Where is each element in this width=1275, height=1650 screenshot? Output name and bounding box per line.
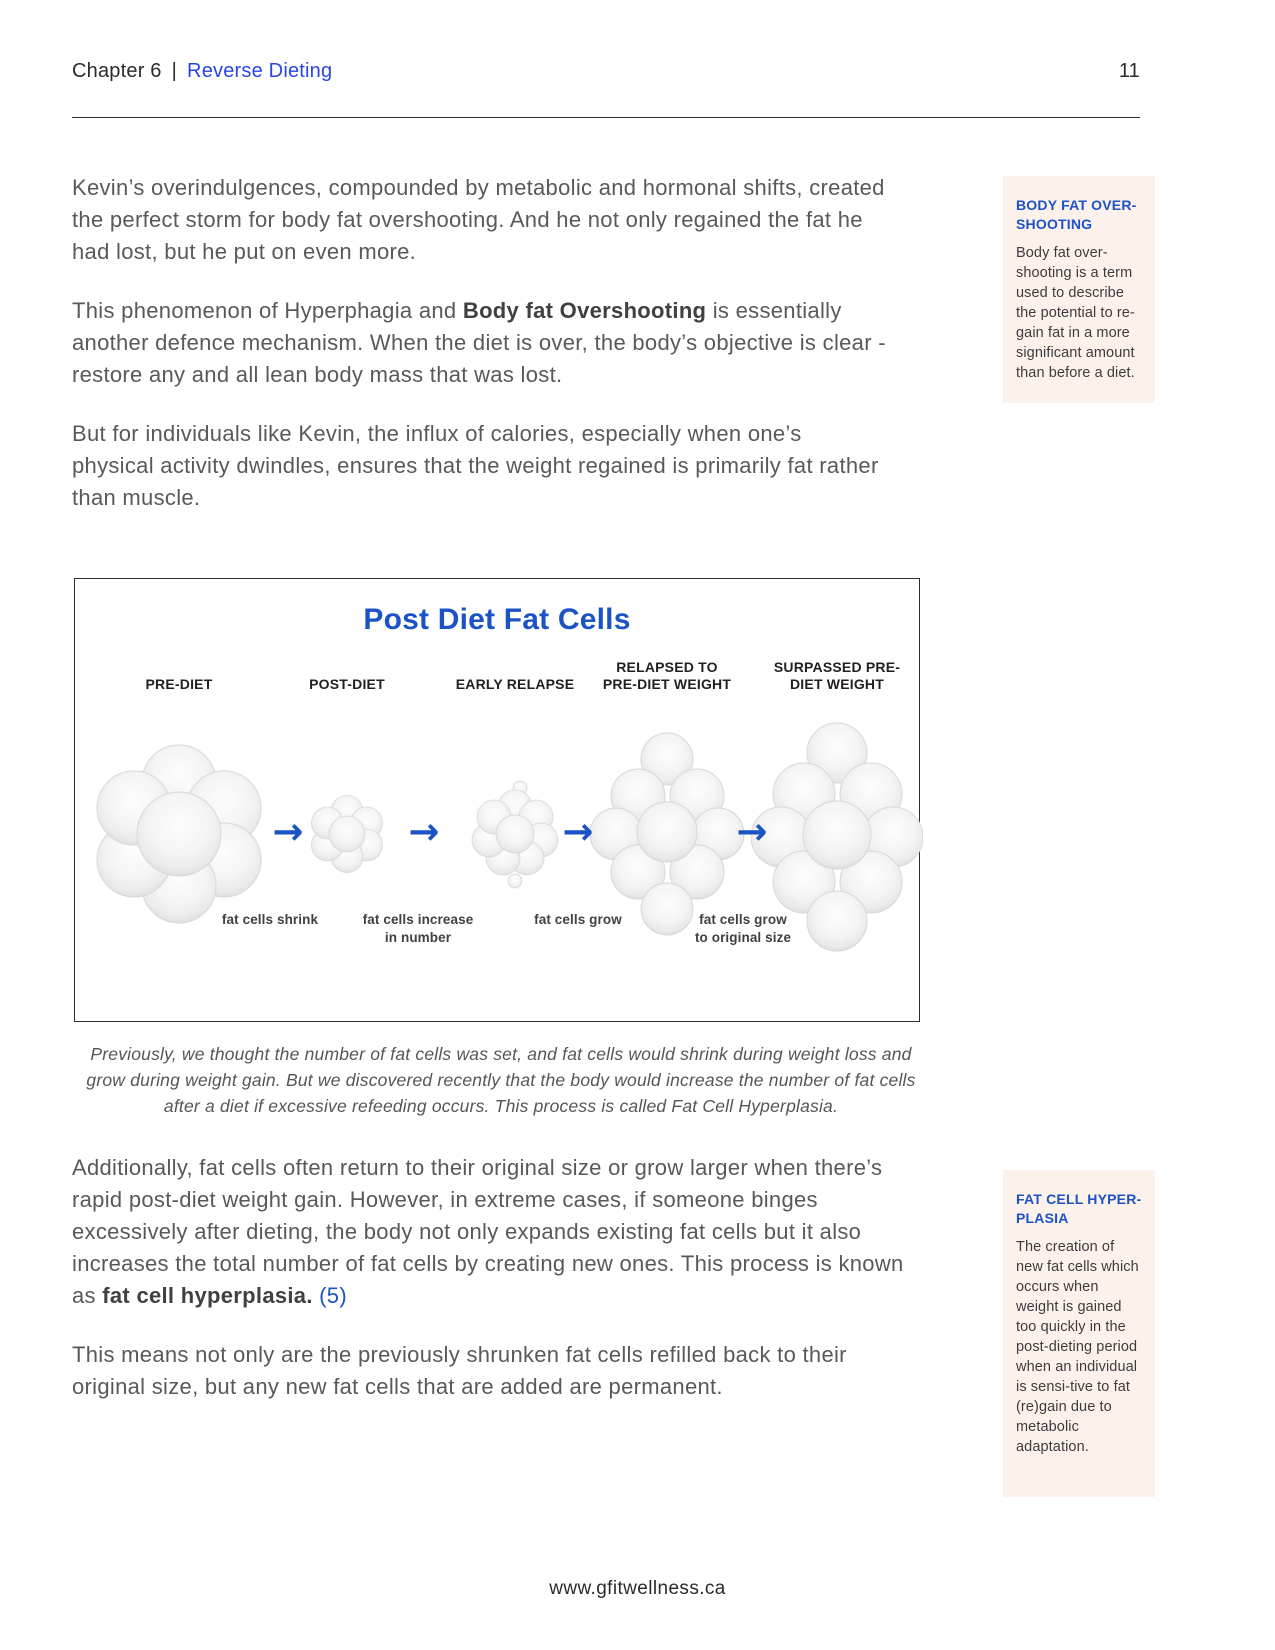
figure-title: Post Diet Fat Cells — [363, 603, 631, 636]
figure-caption: Previously, we thought the number of fat cells was set, and fat cells would shrink during weight loss and grow during weight gain. But we discovered recently that the body would increase the number of fat cells after a diet if excessive refeeding occurs. This process is called Fat Cell Hyperplasia. — [86, 1044, 916, 1116]
page-footer — [0, 1578, 1275, 1600]
paragraph-overshooting-text-cont: is essentially another defence mechanism. When the diet is over, the body’s objective is clear - restore any and all lean body mass that was lost. — [72, 298, 886, 387]
arrow-right-icon: → — [408, 810, 440, 853]
bold-term-body-fat-overshooting: Body fat Overshooting — [462, 298, 707, 323]
reference-5-link[interactable]: (5) — [319, 1283, 347, 1308]
paragraph-hyperplasia — [72, 1152, 907, 1312]
fat-cell-cluster-relapsed — [589, 728, 745, 940]
paragraph-overindulgences: Kevin’s overindulgences, compounded by metabolic and hormonal shifts, created the perfect storm for body fat overshooting. And he not only regained the fat he had lost, but he put on even more. — [72, 175, 885, 264]
paragraph-overshooting-text: This phenomenon of Hyperphagia and — [72, 298, 463, 323]
header-separator: | — [171, 60, 178, 82]
transition-label-increase: fat cells increase in number — [362, 912, 474, 945]
stage-label-relapsed: RELAPSED TO PRE-DIET WEIGHT — [602, 659, 732, 692]
callout-body-fat-overshooting — [1003, 176, 1155, 403]
stage-label-early-relapse: EARLY RELAPSE — [455, 676, 575, 692]
callout-body: Body fat over-shooting is a term used to describe the potential to re-gain fat in a more significant amount than before a diet. — [1016, 245, 1135, 381]
stage-label-pre-diet: PRE-DIET — [145, 676, 213, 692]
fat-cell-cluster-early-relapse — [463, 779, 567, 889]
callout-title: BODY FAT OVER-SHOOTING — [1016, 197, 1137, 232]
paragraph-permanent-cells: This means not only are the previously shrunken fat cells refilled back to their original size, but any new fat cells that are added are permanent. — [72, 1342, 847, 1399]
bold-term-fat-cell-hyperplasia: fat cell hyperplasia. — [102, 1283, 313, 1308]
paragraph-hyperplasia-text: Additionally, fat cells often return to their original size or grow larger when there’s rapid post-diet weight gain. However, in extreme cases, if someone binges excessively after dieting, the body not only expands existing fat cells but it also increases the total number of fat cells by creating new ones. This process is known as — [72, 1155, 904, 1308]
page-number: 11 — [1118, 60, 1140, 82]
paragraph-influx-calories: But for individuals like Kevin, the influx of calories, especially when one’s physical activity dwindles, ensures that the weight regained is primarily fat rather than muscle. — [72, 421, 879, 510]
main-text-column — [72, 172, 887, 541]
header-divider — [72, 117, 1140, 118]
breadcrumb — [72, 60, 332, 83]
arrow-right-icon: → — [736, 810, 768, 853]
callout-title: FAT CELL HYPER-PLASIA — [1016, 1191, 1142, 1226]
arrow-right-icon: → — [272, 810, 304, 853]
transition-label-grow-original: fat cells grow to original size — [694, 912, 792, 945]
website-link[interactable]: www.gfitwellness.ca — [549, 1578, 726, 1599]
callout-body: The creation of new fat cells which occurs when weight is gained too quickly in the post-dieting period when an individual is sensi-tive to fat (re)gain due to metabolic adaptation. — [1016, 1239, 1139, 1455]
section-title-link[interactable]: Reverse Dieting — [187, 60, 333, 82]
page-header — [72, 60, 1140, 83]
post-diet-fat-cells-figure — [74, 578, 920, 1022]
callout-fat-cell-hyperplasia — [1003, 1170, 1155, 1497]
lower-text-column — [72, 1152, 907, 1430]
chapter-label: Chapter 6 — [72, 60, 162, 82]
fat-cell-cluster-pre-diet — [89, 744, 269, 924]
stage-label-post-diet: POST-DIET — [309, 676, 385, 692]
fat-cell-cluster-post-diet — [307, 794, 387, 874]
arrow-right-icon: → — [562, 810, 594, 853]
transition-label-shrink: fat cells shrink — [221, 912, 319, 927]
transition-label-grow: fat cells grow — [534, 912, 622, 927]
stage-label-surpassed: SURPASSED PRE-DIET WEIGHT — [773, 659, 901, 692]
paragraph-overshooting — [72, 295, 887, 391]
